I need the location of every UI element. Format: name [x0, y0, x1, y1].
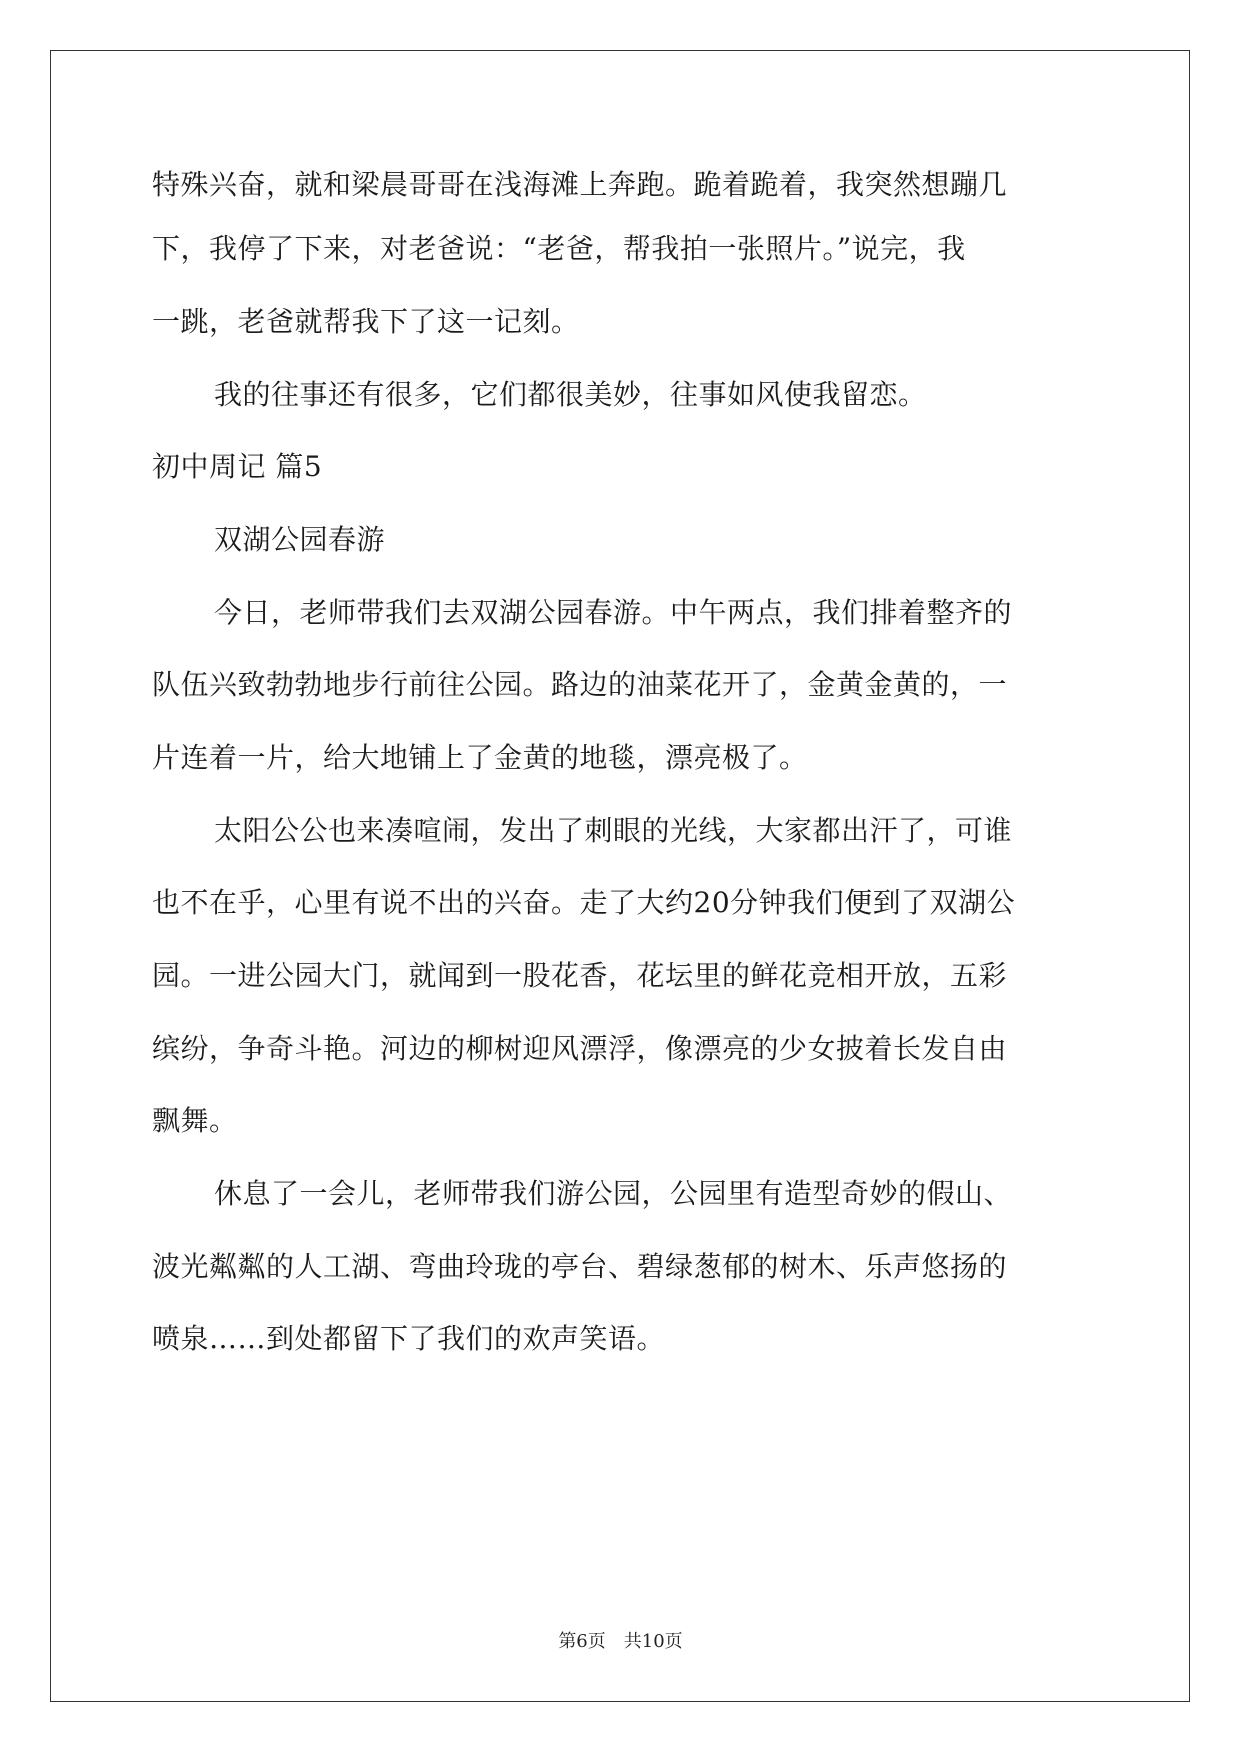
section-heading: 初中周记 篇5 [152, 450, 323, 483]
text-line: 飘舞。 [152, 1104, 238, 1137]
text-line: 园。一进公园大门，就闻到一股花香，花坛里的鲜花竞相开放，五彩 [152, 959, 1008, 992]
text-line: 缤纷，争奇斗艳。河边的柳树迎风漂浮，像漂亮的少女披着长发自由 [152, 1032, 1008, 1065]
text-line: 队伍兴致勃勃地步行前往公园。路边的油菜花开了，金黄金黄的，一 [152, 668, 1008, 701]
text-line: 也不在乎，心里有说不出的兴奋。走了大约20分钟我们便到了双湖公 [152, 886, 1016, 919]
text-line: 太阳公公也来凑喧闹，发出了刺眼的光线，大家都出汗了，可谁 [214, 814, 1013, 847]
text-line: 休息了一会儿，老师带我们游公园，公园里有造型奇妙的假山、 [214, 1177, 1013, 1210]
text-line: 一跳，老爸就帮我下了这一记刻。 [152, 305, 580, 338]
text-line: 波光粼粼的人工湖、弯曲玲珑的亭台、碧绿葱郁的树木、乐声悠扬的 [152, 1250, 1008, 1283]
page-number-footer: 第6页 共10页 [558, 1631, 683, 1652]
text-line: 喷泉……到处都留下了我们的欢声笑语。 [152, 1322, 666, 1355]
text-line: 特殊兴奋，就和梁晨哥哥在浅海滩上奔跑。跪着跪着，我突然想蹦几 [152, 168, 1008, 201]
text-line: 我的往事还有很多，它们都很美妙，往事如风使我留恋。 [214, 378, 927, 411]
article-title: 双湖公园春游 [214, 523, 386, 556]
text-line: 今日，老师带我们去双湖公园春游。中午两点，我们排着整齐的 [214, 596, 1013, 629]
text-line: 下，我停了下来，对老爸说：“老爸，帮我拍一张照片。”说完，我 [152, 232, 966, 265]
page-border [50, 50, 1190, 1702]
text-line: 片连着一片，给大地铺上了金黄的地毯，漂亮极了。 [152, 741, 808, 774]
